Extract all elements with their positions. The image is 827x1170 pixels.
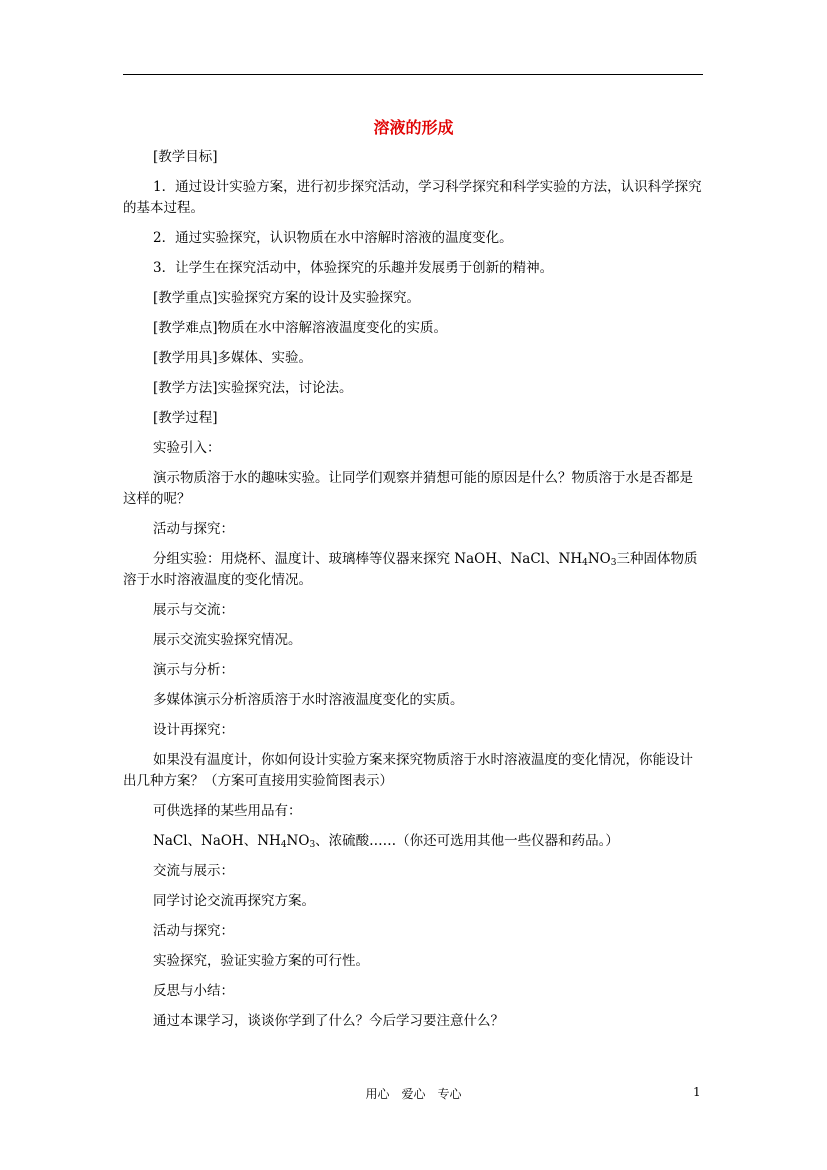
paragraph-text: 如果没有温度计，你如何设计实验方案来探究物质溶于水时溶液温度的变化情况，你能设计出几种方案？（方案可直接用实验简图表示） (123, 752, 693, 789)
paragraph-label: 实验引入： (153, 440, 221, 456)
footer-slogan: 用心 爱心 专心 (365, 1087, 462, 1101)
paragraph-heading-process: [教学过程] (153, 410, 218, 426)
paragraph-label: 演示与分析： (153, 662, 234, 678)
paragraph-objective-1: 1．通过设计实验方案，进行初步探究活动，学习科学探究和科学实验的方法，认识科学探究的基本过程。 (123, 179, 702, 216)
paragraph-text: 多媒体演示分析溶质溶于水时溶液温度变化的实质。 (153, 692, 464, 708)
paragraph-key-point: [教学重点]实验探究方案的设计及实验探究。 (153, 290, 421, 306)
page-number: 1 (693, 1085, 701, 1099)
paragraph-materials: [教学用具]多媒体、实验。 (153, 350, 313, 366)
paragraph-text: 分组实验：用烧杯、温度计、玻璃棒等仪器来探究 NaOH、NaCl、$NH_4NO_3$三种固体物质溶于水时溶液温度的变化情况。 (123, 551, 698, 588)
paragraph-label: 设计再探究： (153, 722, 234, 738)
paragraph-label: 展示与交流： (153, 602, 234, 618)
paragraph-label: 反思与小结： (153, 983, 234, 999)
paragraph-text: 同学讨论交流再探究方案。 (153, 893, 315, 909)
paragraph-text: 展示交流实验探究情况。 (153, 632, 302, 648)
paragraph-text: 通过本课学习，谈谈你学到了什么？今后学习要注意什么？ (153, 1013, 504, 1029)
paragraph-label: 交流与展示： (153, 863, 234, 879)
paragraph-label: 可供选择的某些用品有： (153, 803, 302, 819)
page-title: 溶液的形成 (373, 118, 454, 137)
paragraph-method: [教学方法]实验探究法，讨论法。 (153, 380, 353, 396)
paragraph-text: NaCl、NaOH、$NH_4NO_3$、浓硫酸……（你还可选用其他一些仪器和药品。） (153, 833, 619, 850)
paragraph-difficulty: [教学难点]物质在水中溶解溶液温度变化的实质。 (153, 320, 448, 336)
document-body (123, 147, 703, 1041)
paragraph-objective-2: 2．通过实验探究，认识物质在水中溶解时溶液的温度变化。 (153, 230, 513, 246)
paragraph-objective-3: 3．让学生在探究活动中，体验探究的乐趣并发展勇于创新的精神。 (153, 260, 554, 276)
paragraph-label: 活动与探究： (153, 923, 234, 939)
paragraph-text: 实验探究，验证实验方案的可行性。 (153, 953, 369, 969)
paragraph-label: 活动与探究： (153, 521, 234, 537)
paragraph-text: 演示物质溶于水的趣味实验。让同学们观察并猜想可能的原因是什么？物质溶于水是否都是这样的呢？ (123, 470, 693, 507)
header-rule (123, 74, 703, 75)
paragraph-heading-objectives: [教学目标] (153, 149, 218, 165)
